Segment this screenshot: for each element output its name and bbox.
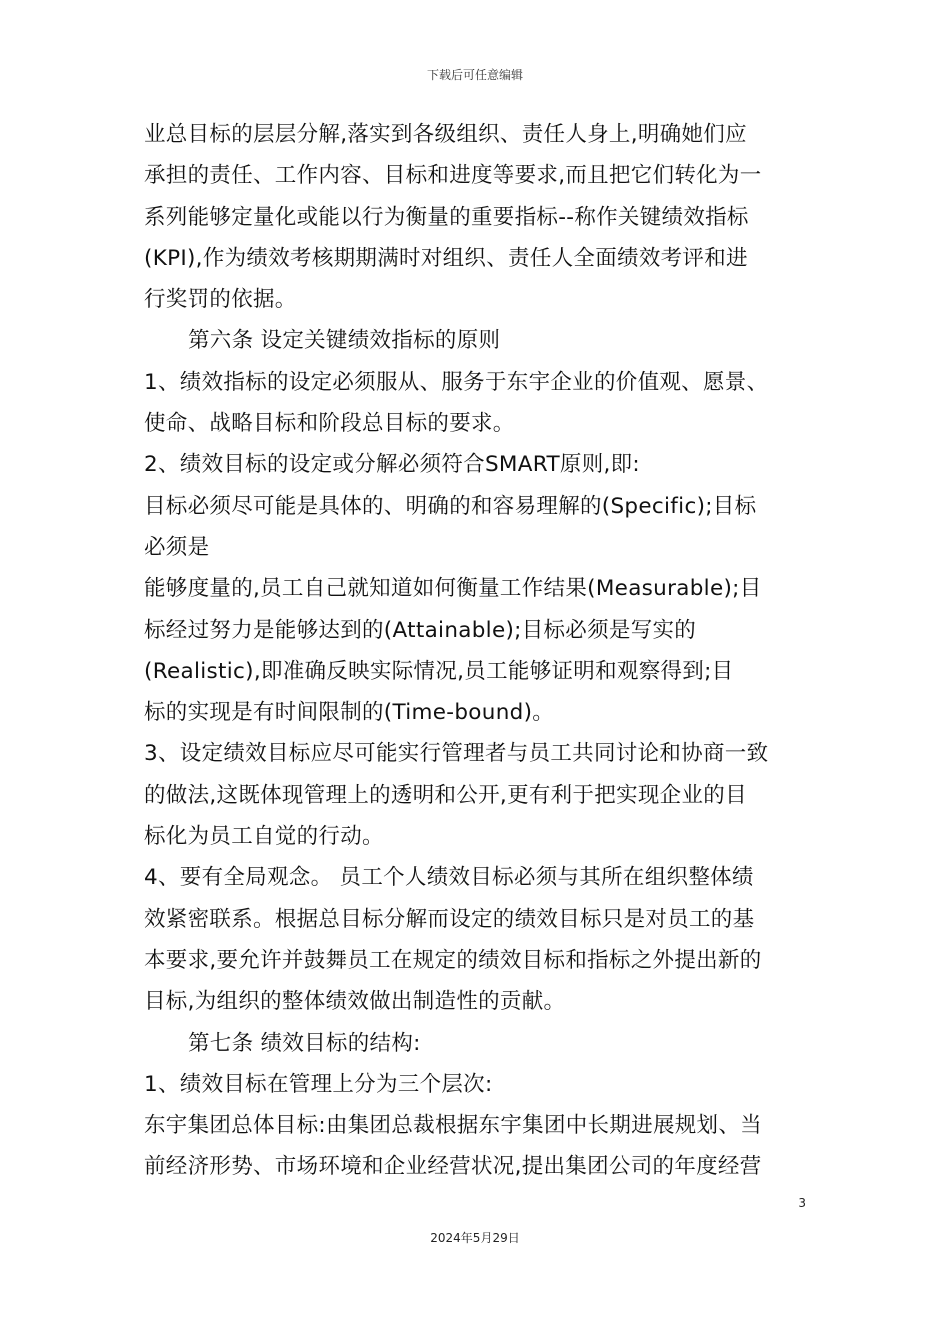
body-line: 本要求,要允许并鼓舞员工在规定的绩效目标和指标之外提出新的 (144, 947, 762, 973)
body-line: 承担的责任、工作内容、目标和进度等要求,而且把它们转化为一 (144, 163, 762, 189)
body-line: 效紧密联系。根据总目标分解而设定的绩效目标只是对员工的基 (144, 906, 755, 932)
document-body (144, 114, 809, 1188)
body-line: 必须是 (144, 534, 210, 560)
body-line: 前经济形势、市场环境和企业经营状况,提出集团公司的年度经营 (144, 1154, 762, 1180)
article-heading: 第六条 设定关键绩效指标的原则 (188, 328, 501, 354)
body-line: 东宇集团总体目标:由集团总裁根据东宇集团中长期进展规划、当 (144, 1113, 762, 1139)
body-line: 1、绩效指标的设定必须服从、服务于东宇企业的价值观、愿景、 (144, 369, 769, 395)
body-line: 标的实现是有时间限制的(Time-bound)。 (144, 700, 555, 726)
page-number: 3 (798, 1196, 806, 1210)
body-line: 4、要有全局观念。 员工个人绩效目标必须与其所在组织整体绩 (144, 865, 754, 891)
body-line: 标经过努力是能够达到的(Attainable);目标必须是写实的 (144, 617, 697, 643)
footer-date: 2024年5月29日 (430, 1231, 520, 1245)
body-line: 业总目标的层层分解,落实到各级组织、责任人身上,明确她们应 (144, 122, 747, 147)
body-line: 的做法,这既体现管理上的透明和公开,更有利于把实现企业的目 (144, 782, 747, 808)
body-line: 能够度量的,员工自己就知道如何衡量工作结果(Measurable);目 (144, 576, 762, 602)
body-line: 2、绩效目标的设定或分解必须符合SMART原则,即: (144, 452, 640, 478)
body-line: 目标必须尽可能是具体的、明确的和容易理解的(Specific);目标 (144, 493, 757, 519)
body-line: 行奖罚的依据。 (144, 287, 297, 313)
page-header: 下载后可任意编辑 (426, 68, 523, 82)
body-line: 1、绩效目标在管理上分为三个层次: (144, 1071, 493, 1097)
article-heading: 第七条 绩效目标的结构: (188, 1030, 421, 1056)
body-line: 3、设定绩效目标应尽可能实行管理者与员工共同讨论和协商一致 (144, 741, 769, 767)
body-line: (Realistic),即准确反映实际情况,员工能够证明和观察得到;目 (144, 658, 734, 684)
body-line: 标化为员工自觉的行动。 (144, 824, 384, 850)
body-line: 系列能够定量化或能以行为衡量的重要指标--称作关键绩效指标 (144, 204, 749, 230)
body-line: 目标,为组织的整体绩效做出制造性的贡献。 (144, 989, 566, 1015)
body-line: 使命、战略目标和阶段总目标的要求。 (144, 411, 515, 437)
body-line: (KPI),作为绩效考核期期满时对组织、责任人全面绩效考评和进 (144, 245, 748, 271)
